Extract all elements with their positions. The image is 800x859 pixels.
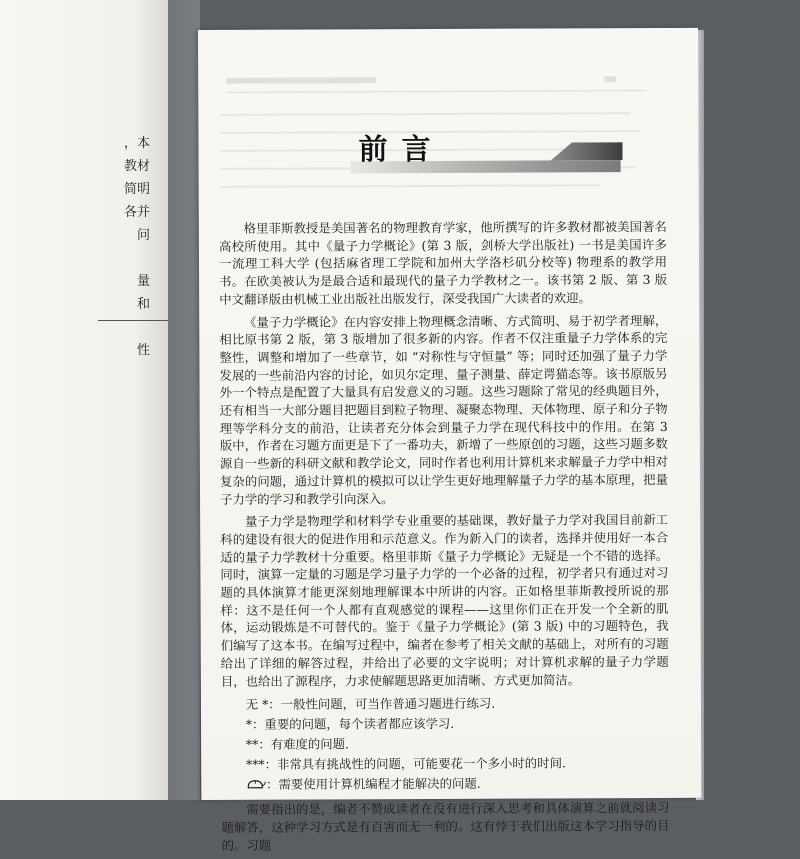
left-fragment: 简明 xyxy=(124,178,150,201)
left-page xyxy=(0,0,168,800)
difficulty-level-item: *：重要的问题，每个读者都应该学习. xyxy=(221,713,669,735)
difficulty-level-item: 无 *：一般性问题，可当作普通习题进行练习. xyxy=(221,693,669,715)
difficulty-level-label: ：需要使用计算机编程才能解决的问题. xyxy=(266,776,481,792)
running-head-page-number xyxy=(604,76,616,82)
left-page-text-fragments xyxy=(124,132,150,362)
left-fragment: 性 xyxy=(124,339,150,362)
left-fragment xyxy=(124,247,150,270)
left-fragment: 各并 xyxy=(124,201,150,224)
paragraph-1: 格里菲斯教授是美国著名的物理教育学家，他所撰写的许多教材都被美国著名高校所使用。其中《量子力学概论》(第 3 版，剑桥大学出版社) 一书是美国许多一流理工科大学 (包括麻省理工学院和加州大学洛杉矶分校等) 物理系的教学用书。在欧美被认为是最合适和最现代的量子力学教材之一。该书第 2 版、第 3 版中文翻译版由机械工业出版社出版发行，深受我国广大读者的欢迎。 xyxy=(219,218,667,308)
paragraph-3: 量子力学是物理学和材料学专业重要的基础课，教好量子力学对我国目前新工科的建设有很大的促进作用和示范意义。作为新入门的读者，选择并使用好一本合适的量子力学教材十分重要。格里菲斯《量子力学概论》无疑是一个不错的选择。同时，演算一定量的习题是学习量子力学的一个必备的过程，初学者只有通过对习题的具体演算才能更深刻地理解课本中所讲的内容。正如格里菲斯教授所说的那样：这不是任何一个人都有直观感觉的课程——这里你们正在开发一个全新的肌体，运动锻炼是不可替代的。鉴于《量子力学概论》(第 3 版) 中的习题特色，我们编写了这本书。在编写过程中，编者在参考了相关文献的基础上，对所有的习题给出了详细的解答过程，并给出了必要的文字说明；对计算机求解的量子力学题目，也给出了源程序，力求使解题思路更加清晰、方式更加简洁。 xyxy=(220,511,669,690)
difficulty-level-item: ***：非常具有挑战性的问题，可能要花一个多小时的时间. xyxy=(221,753,669,775)
title-area xyxy=(198,126,698,188)
page-title: 前言 xyxy=(358,127,444,168)
running-head xyxy=(226,76,646,93)
preface-page xyxy=(198,28,701,800)
computer-mouse-icon xyxy=(246,778,266,790)
left-fragment: ，本 xyxy=(124,132,150,155)
left-page-rule xyxy=(98,320,168,321)
title-decoration-block xyxy=(550,142,622,160)
left-fragment: 量 xyxy=(124,270,150,293)
closing-paragraph: 需要指出的是，编者不赞成读者在没有进行深入思考和具体演算之前就阅读习题解答，这种学习方式是有百害而无一利的。这有悖于我们出版这本学习指导的目的。习题 xyxy=(221,799,669,854)
running-head-title xyxy=(226,77,376,84)
preface-body xyxy=(219,218,670,859)
difficulty-level-item: **：有难度的问题. xyxy=(221,733,669,755)
difficulty-level-item-computer xyxy=(221,773,669,795)
paragraph-2: 《量子力学概论》在内容安排上物理概念清晰、方式简明、易于初学者理解，相比原书第 2 版，第 3 版增加了很多新的内容。作者不仅注重量子力学体系的完整性，调整和增加了一些章节，如 “对称性与守恒量” 等；同时还加强了量子力学发展的一些前沿内容的讨论，如贝尔定理、量子测量、薛定谔猫态等。该书原版另外一个特点是配置了大量具有启发意义的习题。这些习题除了常见的经典题目外，还有相当一大部分题目把题目到粒子物理、凝聚态物理、天体物理、原子和分子物理等学科分支的前沿，让读者充分体会到量子力学在现代科技中的作用。在第 3 版中，作者在习题方面更是下了一番功夫，新增了一些原创的习题，这些习题多数源自一些新的科研文献和教学论文，同时作者也利用计算机来求解量子力学中相对复杂的问题，通过计算机的模拟可以让学生更好地理解量子力学的基本原理，把量子力学的学习和教学引向深入。 xyxy=(219,311,668,508)
left-fragment: 教材 xyxy=(124,155,150,178)
left-fragment: 问 xyxy=(124,224,150,247)
left-fragment: 和 xyxy=(124,293,150,316)
